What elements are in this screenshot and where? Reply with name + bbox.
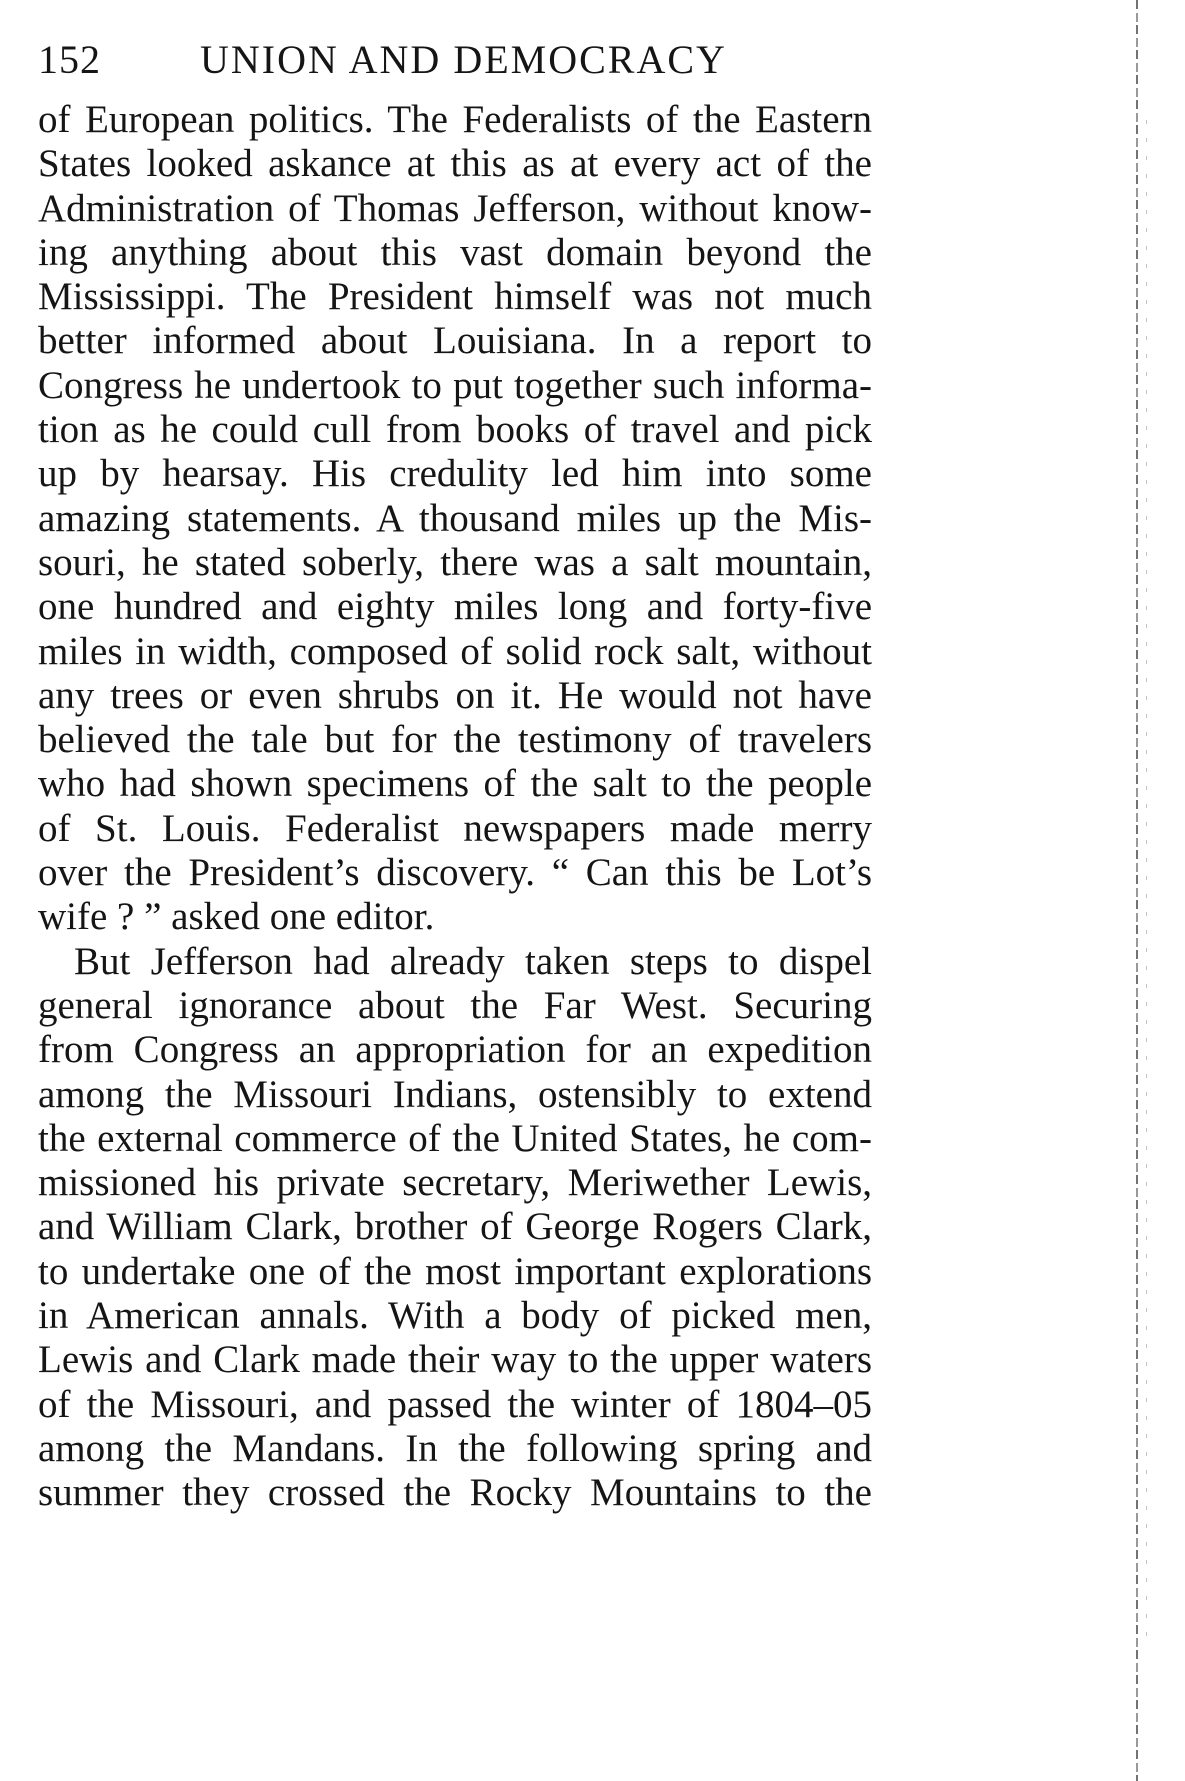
text-line: miles in width, composed of solid rock salt, without — [38, 629, 872, 673]
text-line: over the President’s discovery. “ Can this be Lot’s — [38, 851, 872, 895]
paragraph-start-line: But Jefferson had already taken steps to dispel — [74, 939, 872, 983]
page-header — [38, 30, 918, 90]
text-line: and William Clark, brother of George Rogers Clark, — [38, 1205, 872, 1249]
paragraph-end-line: wife ? ” asked one editor. — [38, 895, 435, 939]
text-line: among the Missouri Indians, ostensibly to extend — [38, 1072, 872, 1116]
text-line: missioned his private secretary, Meriwether Lewis, — [38, 1161, 872, 1205]
text-line: summer they crossed the Rocky Mountains to the — [38, 1471, 872, 1515]
text-line: believed the tale but for the testimony of travelers — [38, 718, 872, 762]
text-line: amazing statements. A thousand miles up the Mis- — [38, 496, 872, 540]
text-line: States looked askance at this as at every act of the — [38, 142, 872, 186]
text-line: general ignorance about the Far West. Securing — [38, 983, 872, 1027]
text-line: of European politics. The Federalists of the Eastern — [38, 98, 872, 141]
text-line: one hundred and eighty miles long and forty-five — [38, 585, 872, 629]
text-line: among the Mandans. In the following spring and — [38, 1426, 872, 1470]
text-line: Lewis and Clark made their way to the upper waters — [38, 1338, 872, 1382]
text-line: tion as he could cull from books of travel and pick — [38, 408, 872, 452]
text-line: in American annals. With a body of picked men, — [38, 1294, 872, 1338]
text-line: to undertake one of the most important explorations — [38, 1249, 872, 1293]
text-line: the external commerce of the United States, he com- — [38, 1116, 872, 1160]
text-line: Congress he undertook to put together such informa- — [38, 363, 872, 407]
text-line: from Congress an appropriation for an expedition — [38, 1028, 872, 1072]
text-line: who had shown specimens of the salt to the people — [38, 762, 872, 806]
text-line: any trees or even shrubs on it. He would not have — [38, 673, 872, 717]
text-line: Administration of Thomas Jefferson, without know- — [38, 186, 872, 230]
scan-edge-speckle — [1146, 120, 1147, 1650]
page-number: 152 — [38, 37, 101, 82]
text-line: up by hearsay. His credulity led him into some — [38, 452, 872, 496]
text-line: better informed about Louisiana. In a report to — [38, 319, 872, 363]
running-head: UNION AND DEMOCRACY — [200, 37, 727, 82]
scan-edge-shadow — [1136, 0, 1138, 1781]
text-line: of the Missouri, and passed the winter of 1804–05 — [38, 1382, 872, 1426]
text-line: souri, he stated soberly, there was a salt mountain, — [38, 540, 872, 584]
text-line: ing anything about this vast domain beyond the — [38, 230, 872, 274]
text-line: of St. Louis. Federalist newspapers made merry — [38, 806, 872, 850]
body-text — [38, 98, 872, 1516]
text-line: Mississippi. The President himself was not much — [38, 275, 872, 319]
